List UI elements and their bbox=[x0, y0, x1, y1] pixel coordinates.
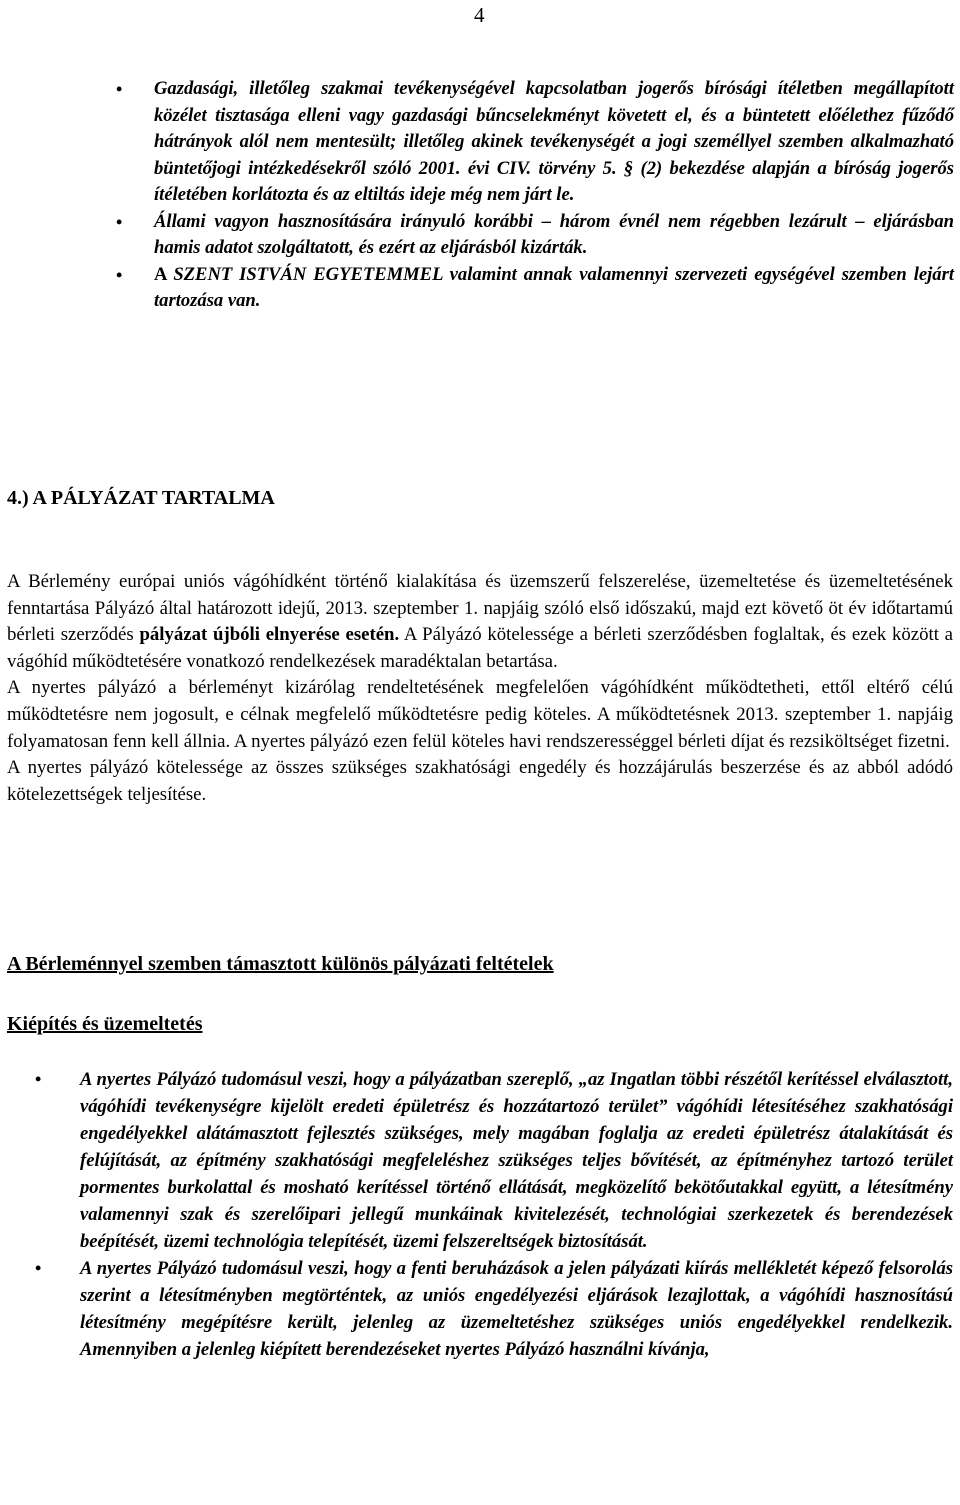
list-item bbox=[112, 262, 954, 315]
list-item: • A nyertes Pályázó tudomásul veszi, hogy a fenti beruházások a jelen pályázati kiírás mellékletét képező felsorolás szerint a létesítményben megtörténtek, az uniós engedélyezési eljárások lezajlottak, a vágóhídi hasznosítású létesítmény megépítésre került, jelenleg az üzemeltetéshez szükséges uniós engedélyekkel rendelkezik. Amennyiben a jelenleg kiépített berendezéseket nyertes Pályázó használni kívánja, bbox=[33, 1255, 953, 1363]
section-heading: 4.) A PÁLYÁZAT TARTALMA bbox=[7, 487, 275, 509]
page-number: 4 bbox=[474, 3, 485, 27]
list-item: • Állami vagyon hasznosítására irányuló korábbi – három évnél nem régebben lezárult – eljárásban hamis adatot szolgáltatott, és ezért az eljárásból kizárták. bbox=[112, 209, 954, 262]
list-item-text: valamint annak valamennyi szervezeti egységével szemben lejárt tartozása van. bbox=[154, 263, 954, 311]
paragraph-text: A Pályázó kötelessége a bérleti szerződésben foglaltak, és ezek között a vágóhíd működtetésére vonatkozó rendelkezések maradéktalan betartása. bbox=[7, 624, 953, 672]
paragraph: A nyertes pályázó kötelessége az összes szükséges szakhatósági engedély és hozzájárulás beszerzése és az abból adódó kötelezettségek teljesítése. bbox=[7, 757, 953, 805]
list-item-text: A bbox=[154, 263, 174, 285]
paragraph-bold-text: pályázat újbóli elnyerése esetén. bbox=[139, 624, 400, 646]
conditions-list bbox=[33, 1066, 953, 1363]
subheading: A Bérleménnyel szemben támasztott különös pályázati feltételek bbox=[7, 953, 554, 975]
list-item: • Gazdasági, illetőleg szakmai tevékenységével kapcsolatban jogerős bírósági ítéletben megállapított közélet tisztasága elleni vagy gazdasági bűncselekményt követett el, és a büntetett előélethez fűződő hátrányok alól nem mentesült; illetőleg akinek tevékenységét a jogi személlyel szemben alkalmazható büntetőjogi intézkedésekről szóló 2001. évi CIV. törvény 5. § (2) bekezdése alapján a bíróság jogerős ítéletében korlátozta és az eltiltás ideje még nem járt le. bbox=[112, 76, 954, 209]
exclusion-criteria-list bbox=[112, 76, 954, 315]
section-body bbox=[7, 569, 953, 808]
paragraph bbox=[7, 569, 953, 675]
paragraph-text: A Bérlemény európai uniós vágóhídként történő kialakítása és üzemszerű felszerelése, üzemeltetése és üzemeltetésének fenntartása Pályázó által határozott idejű, 2013. szeptember 1. napjáig szóló első időszakú, majd ezt követő öt év időtartamú bérleti szerződés bbox=[7, 571, 953, 646]
subsubheading: Kiépítés és üzemeltetés bbox=[7, 1013, 203, 1035]
list-item: • A nyertes Pályázó tudomásul veszi, hogy a pályázatban szereplő, „az Ingatlan többi részétől kerítéssel elválasztott, vágóhídi tevékenységre kijelölt eredeti épületrész és hozzátartozó terület” vágóhídi létesítéséhez szakhatósági engedélyekkel alátámasztott fejlesztés szükséges, mely magában foglalja az eredeti épületrész átalakítását és felújítását, az építmény szakhatósági megfeleléshez szükséges teljes bővítését, az építményhez tartozó terület pormentes burkolattal és mosható kerítéssel történő ellátását, megközelítő bekötőutakkal együtt, a létesítmény valamennyi szak és szerelőipari jellegű munkáinak kivitelezését, technológiai szerkezetek és berendezések beépítését, üzemi technológia telepítését, üzemi felszereltségek biztosítását. bbox=[33, 1066, 953, 1255]
university-name: SZENT ISTVÁN EGYETEMMEL bbox=[173, 263, 443, 285]
paragraph: A nyertes pályázó a bérleményt kizárólag rendeltetésének megfelelően vágóhídként működtetheti, ettől eltérő célú működtetésre nem jogosult, e célnak megfelelő működtetésre pedig köteles. A működtetésnek 2013. szeptember 1. napjáig folyamatosan fenn kell állnia. A nyertes pályázó ezen felül köteles havi rendszerességgel bérleti díjat és rezsiköltséget fizetni. bbox=[7, 677, 953, 752]
